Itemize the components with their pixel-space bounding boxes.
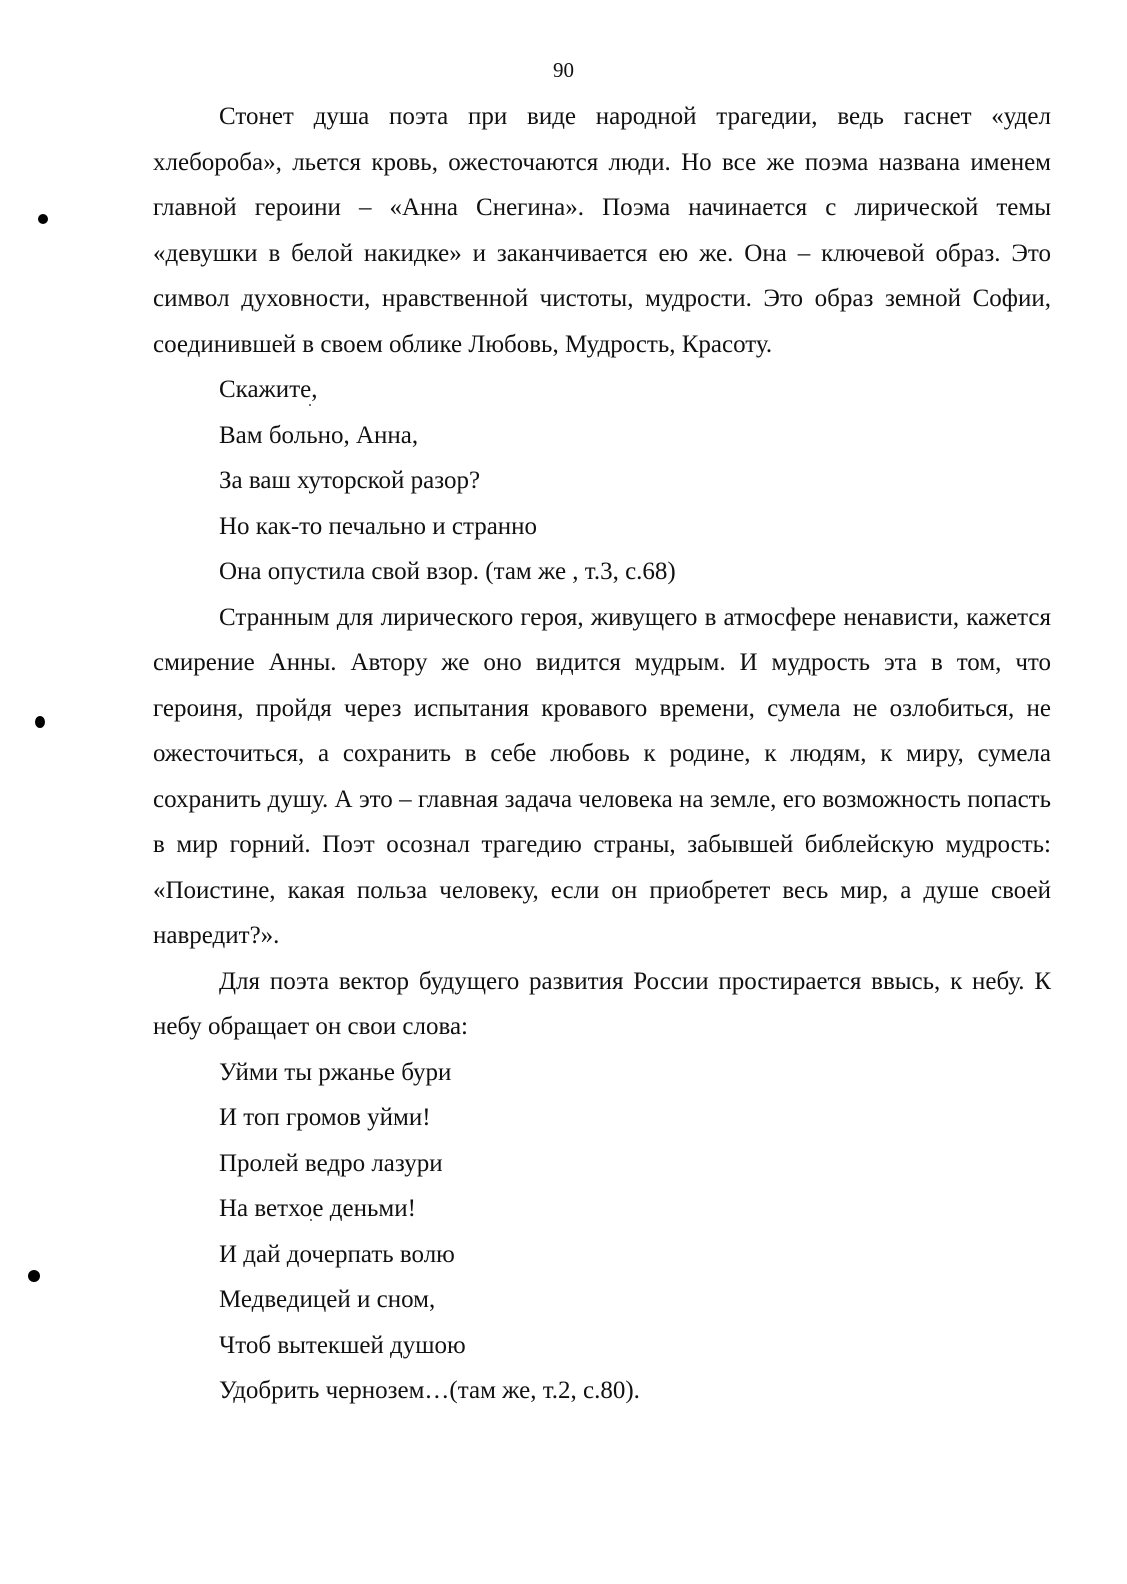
binder-hole-mark-middle (35, 716, 45, 728)
body-paragraph: Стонет душа поэта при виде народной трагедии, ведь гаснет «удел хлебороба», льется кровь, ожесточаются люди. Но все же поэма названа именем главной героини – «Анна Снегина». Поэма начинается с лирической темы «девушки в белой накидке» и заканчивается ею же. Она – ключевой образ. Это символ духовности, нравственной чистоты, мудрости. Это образ земной Софии, соединившей в своем облике Любовь, Мудрость, Красоту. (153, 103, 1051, 358)
poem-quote-1 (153, 367, 1051, 595)
verse-line: За ваш хуторской разор? (219, 467, 481, 494)
page-number: 90 (553, 58, 574, 82)
verse-line: Медведицей и сном, (219, 1286, 436, 1313)
body-paragraph: Странным для лирического героя, живущего в атмосфере ненависти, кажется смирение Анны. Автору же оно видится мудрым. И мудрость эта в том, что героиня, пройдя через испытания кровавого времени, сумела не озлобиться, не ожесточиться, а сохранить в себе любовь к родине, к людям, к миру, сумела сохранить душу. А это – главная задача человека на земле, его возможность попасть в мир горний. Поэт осознал трагедию страны, забывшей библейскую мудрость: «Поистине, какая польза человеку, если он приобретет весь мир, а душе своей навредит?». (153, 603, 1051, 949)
verse-line: Она опустила свой взор. (там же , т.3, с.68) (219, 558, 676, 585)
body-paragraph: Для поэта вектор будущего развития России простирается ввысь, к небу. К небу обращает он свои слова: (153, 967, 1051, 1040)
verse-line: И дай дочерпать волю (219, 1240, 455, 1268)
poem-quote-2 (153, 1050, 1051, 1414)
verse-line: Вам больно, Анна, (219, 421, 419, 449)
verse-line: Скажите, (219, 376, 318, 403)
binder-hole-mark-bottom (28, 1270, 40, 1282)
verse-line: Уйми ты ржанье бури (219, 1058, 452, 1086)
verse-line: На ветхое деньми! (219, 1195, 416, 1222)
verse-line: И топ громов уйми! (219, 1104, 431, 1131)
verse-line: Но как-то печально и странно (219, 512, 538, 540)
binder-hole-mark-top (38, 214, 48, 224)
verse-line: Чтоб вытекшей душою (219, 1331, 466, 1359)
document-body (153, 94, 1051, 1414)
verse-line: Пролей ведро лазури (219, 1149, 443, 1177)
verse-line: Удобрить чернозем…(там же, т.2, с.80). (219, 1377, 640, 1404)
